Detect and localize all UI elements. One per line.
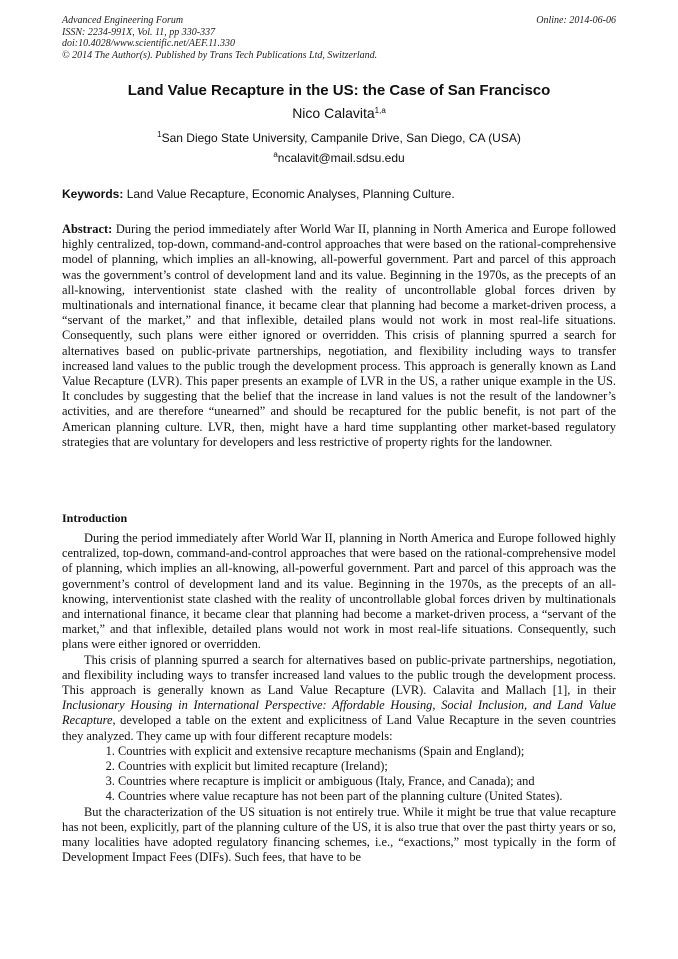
book-title: Inclusionary Housing in International Perspective: Affordable Housing, Social Inclusion, and Land Value Recapture	[62, 698, 616, 728]
abstract-label: Abstract:	[62, 222, 113, 236]
intro-paragraph-1: During the period immediately after World War II, planning in North America and Europe followed highly centralized, top-down, command-and-control approaches that were based on the rational-comprehensive model of planning, which implies an all-knowing, all-powerful government. Part and parcel of this approach was the government’s control of development land and its value. Beginning in the 1970s, as the precepts of an all-knowing, interventionist state clashed with the reality of uncontrollable global forces driven by multinationals and international finance, it became clear that planning had become a market-driven process, a “servant of the market,” and that inflexible, detailed plans would not work in most real-life situations. Consequently, such plans were either ignored or overridden.	[62, 531, 616, 652]
keywords-label: Keywords:	[62, 187, 124, 201]
p2-end: , developed a table on the extent and explicitness of Land Value Recapture in the seven countries they analyzed. They came up with four different recapture models:	[62, 713, 616, 743]
list-item: 2. Countries with explicit but limited recapture (Ireland);	[118, 759, 616, 774]
author-sup: 1,a	[374, 106, 386, 115]
keywords	[62, 187, 616, 201]
journal-header	[62, 15, 616, 61]
paper-title: Land Value Recapture in the US: the Case of San Francisco	[127, 82, 551, 99]
intro-paragraph-3: But the characterization of the US situation is not entirely true. While it might be true that value recapture has not been, explicitly, part of the planning culture of the US, it is also true that over the past thirty years or so, many localities have adopted regulatory financing schemes, i.e., “exactions,” most typically in the form of Development Impact Fees (DIFs). Such fees, that have to be	[62, 804, 616, 865]
keywords-text: Land Value Recapture, Economic Analyses, Planning Culture.	[126, 187, 455, 201]
affiliation-line	[0, 131, 678, 145]
doi-line: doi:10.4028/www.scientific.net/AEF.11.330	[62, 38, 236, 49]
journal-name: Advanced Engineering Forum	[62, 15, 184, 26]
affiliation-text: San Diego State University, Campanile Drive, San Diego, CA (USA)	[161, 131, 521, 145]
issn-line: ISSN: 2234-991X, Vol. 11, pp 330-337	[62, 26, 216, 38]
author-line	[0, 105, 678, 121]
email-address[interactable]: ncalavit@mail.sdsu.edu	[277, 151, 405, 165]
author-name: Nico Calavita	[292, 105, 375, 121]
abstract	[62, 222, 616, 450]
email-line	[0, 151, 678, 165]
abstract-text: During the period immediately after World War II, planning in North America and Europe followed highly centralized, top-down, command-and-control approaches that were based on the rational-comprehensive model of planning, which implies an all-knowing, all-powerful government. Part and parcel of this approach was the government’s control of development land and its value. Beginning in the 1970s, as the precepts of an all-knowing, interventionist state clashed with the reality of uncontrollable global forces driven by multinationals and international finance, it became clear that planning had become a market-driven process, a “servant of the market,” and that inflexible, detailed plans would not work in most real-life situations. Consequently, such plans were either ignored or overridden. This crisis of planning spurred a search for alternatives based on public-private partnerships, negotiation, and flexibility including ways to transfer increased land values to the public trough the development process. This approach is generally known as Land Value Recapture (LVR). This paper presents an example of LVR in the US, a rather unique example in the US. It concludes by suggesting that the belief that the increase in land values is not the result of the landowner’s activities, and are therefore “unearned” and should be recaptured for the public benefit, is not part of the American planning culture. LVR, then, might have a hard time supplanting other market-based regulatory strategies that are voluntary for developers and less restrictive of property rights for the landowner.	[62, 222, 616, 449]
list-item: 1. Countries with explicit and extensive recapture mechanisms (Spain and England);	[118, 744, 616, 759]
intro-paragraph-2	[62, 653, 616, 744]
online-date: Online: 2014-06-06	[536, 15, 616, 26]
email-sup: a	[273, 150, 278, 159]
list-item: 4. Countries where value recapture has not been part of the planning culture (United States).	[118, 789, 616, 804]
p2-start: This crisis of planning spurred a search for alternatives based on public-private partnerships, negotiation, and flexibility including ways to transfer increased land values to the public trough the development process. This approach is generally known as Land Value Recapture (LVR). Calavita and Mallach [1], in their	[62, 652, 616, 698]
introduction-body	[62, 531, 616, 865]
copyright-line: © 2014 The Author(s). Published by Trans Tech Publications Ltd, Switzerland.	[62, 49, 378, 61]
affiliation-sup: 1	[157, 130, 162, 139]
introduction-heading: Introduction	[62, 511, 128, 525]
list-item: 3. Countries where recapture is implicit or ambiguous (Italy, France, and Canada); and	[118, 774, 616, 789]
recapture-models-list	[62, 744, 616, 805]
